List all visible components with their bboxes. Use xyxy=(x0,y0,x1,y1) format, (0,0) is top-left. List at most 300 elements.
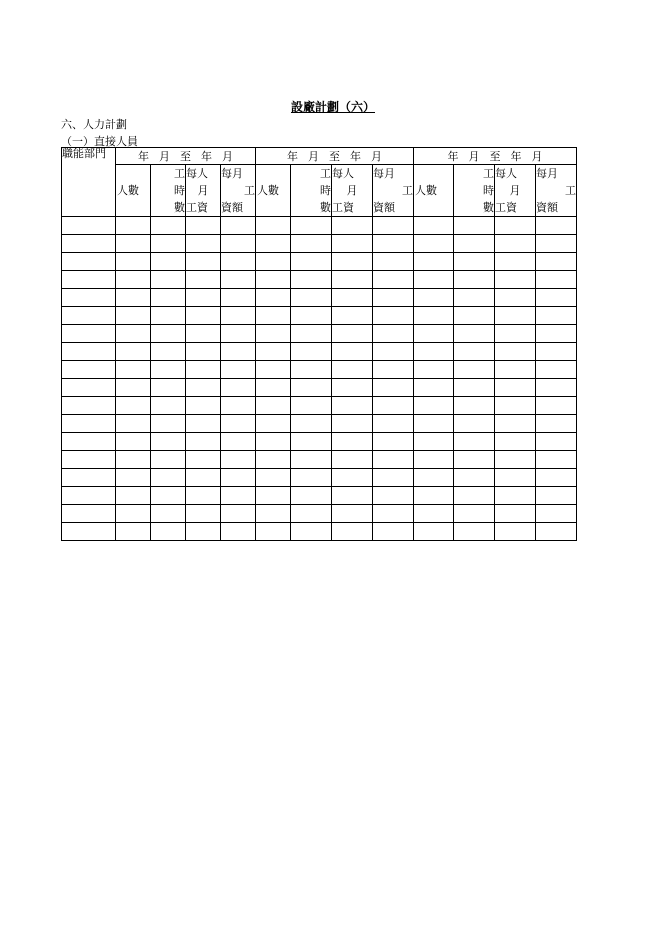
hours-header-line: 時 xyxy=(483,184,494,197)
data-cell[interactable] xyxy=(414,253,454,271)
data-cell[interactable] xyxy=(454,505,495,523)
data-cell[interactable] xyxy=(373,451,414,469)
monthly-wage-total-header-line: 每月 xyxy=(221,167,243,180)
data-cell[interactable] xyxy=(414,469,454,487)
data-cell[interactable] xyxy=(291,235,332,253)
data-cell[interactable] xyxy=(151,487,186,505)
data-cell[interactable] xyxy=(414,235,454,253)
data-cell[interactable] xyxy=(373,433,414,451)
monthly-wage-total-header-line: 資額 xyxy=(221,201,243,214)
dept-cell[interactable] xyxy=(62,451,116,469)
data-cell[interactable] xyxy=(495,415,536,433)
data-cell[interactable] xyxy=(414,433,454,451)
data-cell[interactable] xyxy=(116,487,151,505)
data-cell[interactable] xyxy=(495,505,536,523)
data-cell[interactable] xyxy=(332,451,373,469)
data-cell[interactable] xyxy=(256,415,291,433)
data-cell[interactable] xyxy=(373,217,414,235)
wage-per-person-header xyxy=(332,165,373,217)
data-cell[interactable] xyxy=(414,325,454,343)
dept-cell[interactable] xyxy=(62,379,116,397)
data-cell[interactable] xyxy=(536,379,577,397)
data-cell[interactable] xyxy=(221,451,256,469)
data-cell[interactable] xyxy=(151,253,186,271)
period-part: 月 xyxy=(222,149,233,163)
data-cell[interactable] xyxy=(414,217,454,235)
data-cell[interactable] xyxy=(495,379,536,397)
data-cell[interactable] xyxy=(536,433,577,451)
data-cell[interactable] xyxy=(186,325,221,343)
data-cell[interactable] xyxy=(454,379,495,397)
table-row xyxy=(62,307,577,325)
data-cell[interactable] xyxy=(373,307,414,325)
data-cell[interactable] xyxy=(256,361,291,379)
data-cell[interactable] xyxy=(454,523,495,541)
data-cell[interactable] xyxy=(332,217,373,235)
data-cell[interactable] xyxy=(151,271,186,289)
data-cell[interactable] xyxy=(221,235,256,253)
data-cell[interactable] xyxy=(151,379,186,397)
data-cell[interactable] xyxy=(454,343,495,361)
monthly-wage-total-header-line: 資額 xyxy=(373,201,395,214)
data-cell[interactable] xyxy=(291,361,332,379)
data-cell[interactable] xyxy=(414,289,454,307)
table-row xyxy=(62,469,577,487)
hours-header-line: 數 xyxy=(174,201,185,214)
data-cell[interactable] xyxy=(332,343,373,361)
data-cell[interactable] xyxy=(116,253,151,271)
data-cell[interactable] xyxy=(495,217,536,235)
wage-per-person-header-line: 每人 xyxy=(186,167,208,180)
data-cell[interactable] xyxy=(414,343,454,361)
data-cell[interactable] xyxy=(291,289,332,307)
data-cell[interactable] xyxy=(536,343,577,361)
period-part: 年 xyxy=(287,149,298,163)
data-cell[interactable] xyxy=(221,415,256,433)
data-cell[interactable] xyxy=(495,361,536,379)
dept-cell[interactable] xyxy=(62,505,116,523)
dept-cell[interactable] xyxy=(62,523,116,541)
monthly-wage-total-header-line: 工 xyxy=(402,184,413,197)
data-cell[interactable] xyxy=(221,433,256,451)
data-cell[interactable] xyxy=(221,343,256,361)
page-title: 設廠計劃（六） xyxy=(290,100,375,114)
monthly-wage-total-header xyxy=(536,165,577,217)
data-cell[interactable] xyxy=(454,253,495,271)
data-cell[interactable] xyxy=(186,415,221,433)
data-cell[interactable] xyxy=(221,523,256,541)
data-cell[interactable] xyxy=(332,379,373,397)
data-cell[interactable] xyxy=(186,487,221,505)
data-cell[interactable] xyxy=(151,361,186,379)
data-cell[interactable] xyxy=(454,433,495,451)
table-row xyxy=(62,397,577,415)
table-row xyxy=(62,487,577,505)
dept-cell[interactable] xyxy=(62,289,116,307)
data-cell[interactable] xyxy=(256,451,291,469)
data-cell[interactable] xyxy=(151,523,186,541)
data-cell[interactable] xyxy=(454,217,495,235)
table-row xyxy=(62,325,577,343)
data-cell[interactable] xyxy=(291,217,332,235)
headcount-label: 人數 xyxy=(257,184,279,197)
data-cell[interactable] xyxy=(454,397,495,415)
data-cell[interactable] xyxy=(256,307,291,325)
data-cell[interactable] xyxy=(373,343,414,361)
data-cell[interactable] xyxy=(332,289,373,307)
data-cell[interactable] xyxy=(151,217,186,235)
dept-header: 職能部門 xyxy=(62,148,116,217)
data-cell[interactable] xyxy=(186,217,221,235)
data-cell[interactable] xyxy=(454,415,495,433)
data-cell[interactable] xyxy=(151,505,186,523)
data-cell[interactable] xyxy=(151,397,186,415)
data-cell[interactable] xyxy=(536,289,577,307)
data-cell[interactable] xyxy=(495,343,536,361)
wage-per-person-header-line: 工資 xyxy=(332,201,354,214)
data-cell[interactable] xyxy=(373,289,414,307)
data-cell[interactable] xyxy=(495,235,536,253)
data-cell[interactable] xyxy=(536,487,577,505)
data-cell[interactable] xyxy=(291,253,332,271)
data-cell[interactable] xyxy=(116,271,151,289)
data-cell[interactable] xyxy=(332,271,373,289)
data-cell[interactable] xyxy=(454,289,495,307)
data-cell[interactable] xyxy=(221,379,256,397)
data-cell[interactable] xyxy=(536,415,577,433)
data-cell[interactable] xyxy=(373,523,414,541)
monthly-wage-total-header-line: 工 xyxy=(565,184,576,197)
data-cell[interactable] xyxy=(495,289,536,307)
data-cell[interactable] xyxy=(414,271,454,289)
data-cell[interactable] xyxy=(454,325,495,343)
table-row xyxy=(62,361,577,379)
period-part: 月 xyxy=(371,149,382,163)
data-cell[interactable] xyxy=(186,469,221,487)
data-cell[interactable] xyxy=(495,307,536,325)
data-cell[interactable] xyxy=(414,523,454,541)
data-cell[interactable] xyxy=(186,235,221,253)
data-cell[interactable] xyxy=(536,217,577,235)
data-cell[interactable] xyxy=(221,487,256,505)
table-row xyxy=(62,271,577,289)
data-cell[interactable] xyxy=(116,325,151,343)
data-cell[interactable] xyxy=(116,505,151,523)
subsection-heading: （一）直接人員 xyxy=(61,135,138,148)
table-row xyxy=(62,253,577,271)
data-cell[interactable] xyxy=(414,451,454,469)
data-cell[interactable] xyxy=(291,307,332,325)
data-cell[interactable] xyxy=(116,469,151,487)
data-cell[interactable] xyxy=(414,307,454,325)
data-cell[interactable] xyxy=(256,505,291,523)
dept-cell[interactable] xyxy=(62,469,116,487)
data-cell[interactable] xyxy=(536,325,577,343)
data-cell[interactable] xyxy=(116,523,151,541)
data-cell[interactable] xyxy=(256,271,291,289)
data-cell[interactable] xyxy=(186,505,221,523)
data-cell[interactable] xyxy=(373,379,414,397)
data-cell[interactable] xyxy=(116,217,151,235)
data-cell[interactable] xyxy=(256,433,291,451)
data-cell[interactable] xyxy=(151,325,186,343)
dept-cell[interactable] xyxy=(62,397,116,415)
data-cell[interactable] xyxy=(332,487,373,505)
data-cell[interactable] xyxy=(536,307,577,325)
data-cell[interactable] xyxy=(221,271,256,289)
wage-per-person-header-line: 月 xyxy=(509,184,521,197)
dept-cell[interactable] xyxy=(62,217,116,235)
table-row xyxy=(62,217,577,235)
data-cell[interactable] xyxy=(291,343,332,361)
wage-per-person-header-line: 月 xyxy=(346,184,358,197)
dept-cell[interactable] xyxy=(62,307,116,325)
data-cell[interactable] xyxy=(536,235,577,253)
wage-per-person-header-line: 工資 xyxy=(186,201,208,214)
data-cell[interactable] xyxy=(414,397,454,415)
data-cell[interactable] xyxy=(495,487,536,505)
data-cell[interactable] xyxy=(291,379,332,397)
period-part: 月 xyxy=(159,149,170,163)
data-cell[interactable] xyxy=(256,469,291,487)
dept-cell[interactable] xyxy=(62,415,116,433)
data-cell[interactable] xyxy=(332,307,373,325)
period-part: 年 xyxy=(350,149,361,163)
manpower-table xyxy=(61,147,577,541)
data-cell[interactable] xyxy=(291,505,332,523)
data-cell[interactable] xyxy=(332,469,373,487)
period-part: 年 xyxy=(201,149,212,163)
data-cell[interactable] xyxy=(373,505,414,523)
data-cell[interactable] xyxy=(373,415,414,433)
data-cell[interactable] xyxy=(221,217,256,235)
dept-cell[interactable] xyxy=(62,253,116,271)
hours-header-line: 數 xyxy=(483,201,494,214)
monthly-wage-total-header-line: 每月 xyxy=(373,167,395,180)
data-cell[interactable] xyxy=(536,271,577,289)
hours-header xyxy=(291,165,332,217)
data-cell[interactable] xyxy=(256,397,291,415)
monthly-wage-total-header-line: 資額 xyxy=(536,201,558,214)
data-cell[interactable] xyxy=(332,361,373,379)
hours-header-line: 工 xyxy=(320,167,331,180)
data-cell[interactable] xyxy=(291,397,332,415)
data-cell[interactable] xyxy=(495,523,536,541)
dept-cell[interactable] xyxy=(62,361,116,379)
data-cell[interactable] xyxy=(186,361,221,379)
data-cell[interactable] xyxy=(256,253,291,271)
data-cell[interactable] xyxy=(414,379,454,397)
data-cell[interactable] xyxy=(256,487,291,505)
monthly-wage-total-header xyxy=(373,165,414,217)
period-header xyxy=(414,148,577,165)
data-cell[interactable] xyxy=(151,235,186,253)
data-cell[interactable] xyxy=(291,523,332,541)
data-cell[interactable] xyxy=(116,415,151,433)
data-cell[interactable] xyxy=(291,325,332,343)
data-cell[interactable] xyxy=(221,307,256,325)
data-cell[interactable] xyxy=(256,343,291,361)
data-cell[interactable] xyxy=(151,433,186,451)
data-cell[interactable] xyxy=(256,235,291,253)
data-cell[interactable] xyxy=(373,325,414,343)
hours-header xyxy=(454,165,495,217)
wage-per-person-header-line: 每人 xyxy=(495,167,517,180)
data-cell[interactable] xyxy=(221,361,256,379)
data-cell[interactable] xyxy=(291,451,332,469)
data-cell[interactable] xyxy=(186,379,221,397)
data-cell[interactable] xyxy=(221,325,256,343)
data-cell[interactable] xyxy=(291,487,332,505)
data-cell[interactable] xyxy=(151,469,186,487)
data-cell[interactable] xyxy=(495,271,536,289)
data-cell[interactable] xyxy=(332,397,373,415)
data-cell[interactable] xyxy=(116,451,151,469)
data-cell[interactable] xyxy=(221,397,256,415)
data-cell[interactable] xyxy=(291,433,332,451)
data-cell[interactable] xyxy=(495,451,536,469)
data-cell[interactable] xyxy=(256,217,291,235)
data-cell[interactable] xyxy=(454,271,495,289)
data-cell[interactable] xyxy=(256,325,291,343)
data-cell[interactable] xyxy=(373,469,414,487)
data-cell[interactable] xyxy=(291,415,332,433)
data-cell[interactable] xyxy=(373,361,414,379)
wage-per-person-header xyxy=(186,165,221,217)
hours-header-line: 數 xyxy=(320,201,331,214)
dept-cell[interactable] xyxy=(62,487,116,505)
headcount-header xyxy=(256,165,291,217)
data-cell[interactable] xyxy=(332,415,373,433)
data-cell[interactable] xyxy=(116,343,151,361)
data-cell[interactable] xyxy=(373,235,414,253)
monthly-wage-total-header-line: 工 xyxy=(244,184,255,197)
data-cell[interactable] xyxy=(116,307,151,325)
monthly-wage-total-header xyxy=(221,165,256,217)
dept-cell[interactable] xyxy=(62,343,116,361)
data-cell[interactable] xyxy=(186,343,221,361)
data-cell[interactable] xyxy=(495,433,536,451)
hours-header-line: 工 xyxy=(174,167,185,180)
data-cell[interactable] xyxy=(332,253,373,271)
data-cell[interactable] xyxy=(291,469,332,487)
table-row xyxy=(62,343,577,361)
data-cell[interactable] xyxy=(116,361,151,379)
data-cell[interactable] xyxy=(186,433,221,451)
data-cell[interactable] xyxy=(536,469,577,487)
data-cell[interactable] xyxy=(454,235,495,253)
data-cell[interactable] xyxy=(414,361,454,379)
period-part: 年 xyxy=(447,149,459,163)
table-row xyxy=(62,433,577,451)
data-cell[interactable] xyxy=(536,361,577,379)
data-cell[interactable] xyxy=(116,397,151,415)
data-cell[interactable] xyxy=(116,433,151,451)
data-cell[interactable] xyxy=(332,433,373,451)
data-cell[interactable] xyxy=(373,271,414,289)
data-cell[interactable] xyxy=(332,325,373,343)
data-cell[interactable] xyxy=(454,451,495,469)
data-cell[interactable] xyxy=(454,307,495,325)
data-cell[interactable] xyxy=(151,415,186,433)
data-cell[interactable] xyxy=(332,235,373,253)
data-cell[interactable] xyxy=(373,487,414,505)
data-cell[interactable] xyxy=(186,271,221,289)
data-cell[interactable] xyxy=(454,487,495,505)
hours-header-line: 時 xyxy=(174,184,185,197)
data-cell[interactable] xyxy=(414,505,454,523)
data-cell[interactable] xyxy=(373,397,414,415)
dept-cell[interactable] xyxy=(62,235,116,253)
data-cell[interactable] xyxy=(332,505,373,523)
data-cell[interactable] xyxy=(151,343,186,361)
period-part: 年 xyxy=(138,149,149,163)
table-row xyxy=(62,235,577,253)
data-cell[interactable] xyxy=(373,253,414,271)
data-cell[interactable] xyxy=(495,325,536,343)
data-cell[interactable] xyxy=(116,289,151,307)
data-cell[interactable] xyxy=(186,307,221,325)
data-cell[interactable] xyxy=(291,271,332,289)
period-part: 年 xyxy=(510,149,522,163)
data-cell[interactable] xyxy=(495,469,536,487)
dept-cell[interactable] xyxy=(62,325,116,343)
table-row xyxy=(62,289,577,307)
period-part: 月 xyxy=(468,149,480,163)
table-row xyxy=(62,379,577,397)
data-cell[interactable] xyxy=(536,397,577,415)
headcount-label: 人數 xyxy=(415,184,437,197)
data-cell[interactable] xyxy=(186,397,221,415)
period-part: 至 xyxy=(329,149,340,163)
data-cell[interactable] xyxy=(454,469,495,487)
table-row xyxy=(62,415,577,433)
data-cell[interactable] xyxy=(454,361,495,379)
data-cell[interactable] xyxy=(495,253,536,271)
data-cell[interactable] xyxy=(256,289,291,307)
data-cell[interactable] xyxy=(186,451,221,469)
data-cell[interactable] xyxy=(221,253,256,271)
dept-cell[interactable] xyxy=(62,433,116,451)
period-header xyxy=(116,148,256,165)
dept-cell[interactable] xyxy=(62,271,116,289)
data-cell[interactable] xyxy=(151,307,186,325)
data-cell[interactable] xyxy=(186,289,221,307)
table-row xyxy=(62,505,577,523)
data-cell[interactable] xyxy=(116,235,151,253)
data-cell[interactable] xyxy=(256,523,291,541)
data-cell[interactable] xyxy=(414,415,454,433)
headcount-label: 人數 xyxy=(117,184,139,197)
data-cell[interactable] xyxy=(536,451,577,469)
data-cell[interactable] xyxy=(221,505,256,523)
data-cell[interactable] xyxy=(151,451,186,469)
data-cell[interactable] xyxy=(256,379,291,397)
data-cell[interactable] xyxy=(186,523,221,541)
data-cell[interactable] xyxy=(536,505,577,523)
data-cell[interactable] xyxy=(186,253,221,271)
data-cell[interactable] xyxy=(151,289,186,307)
data-cell[interactable] xyxy=(536,253,577,271)
data-cell[interactable] xyxy=(414,487,454,505)
headcount-header xyxy=(116,165,151,217)
data-cell[interactable] xyxy=(332,523,373,541)
data-cell[interactable] xyxy=(116,379,151,397)
data-cell[interactable] xyxy=(221,469,256,487)
data-cell[interactable] xyxy=(536,523,577,541)
data-cell[interactable] xyxy=(495,397,536,415)
data-cell[interactable] xyxy=(221,289,256,307)
